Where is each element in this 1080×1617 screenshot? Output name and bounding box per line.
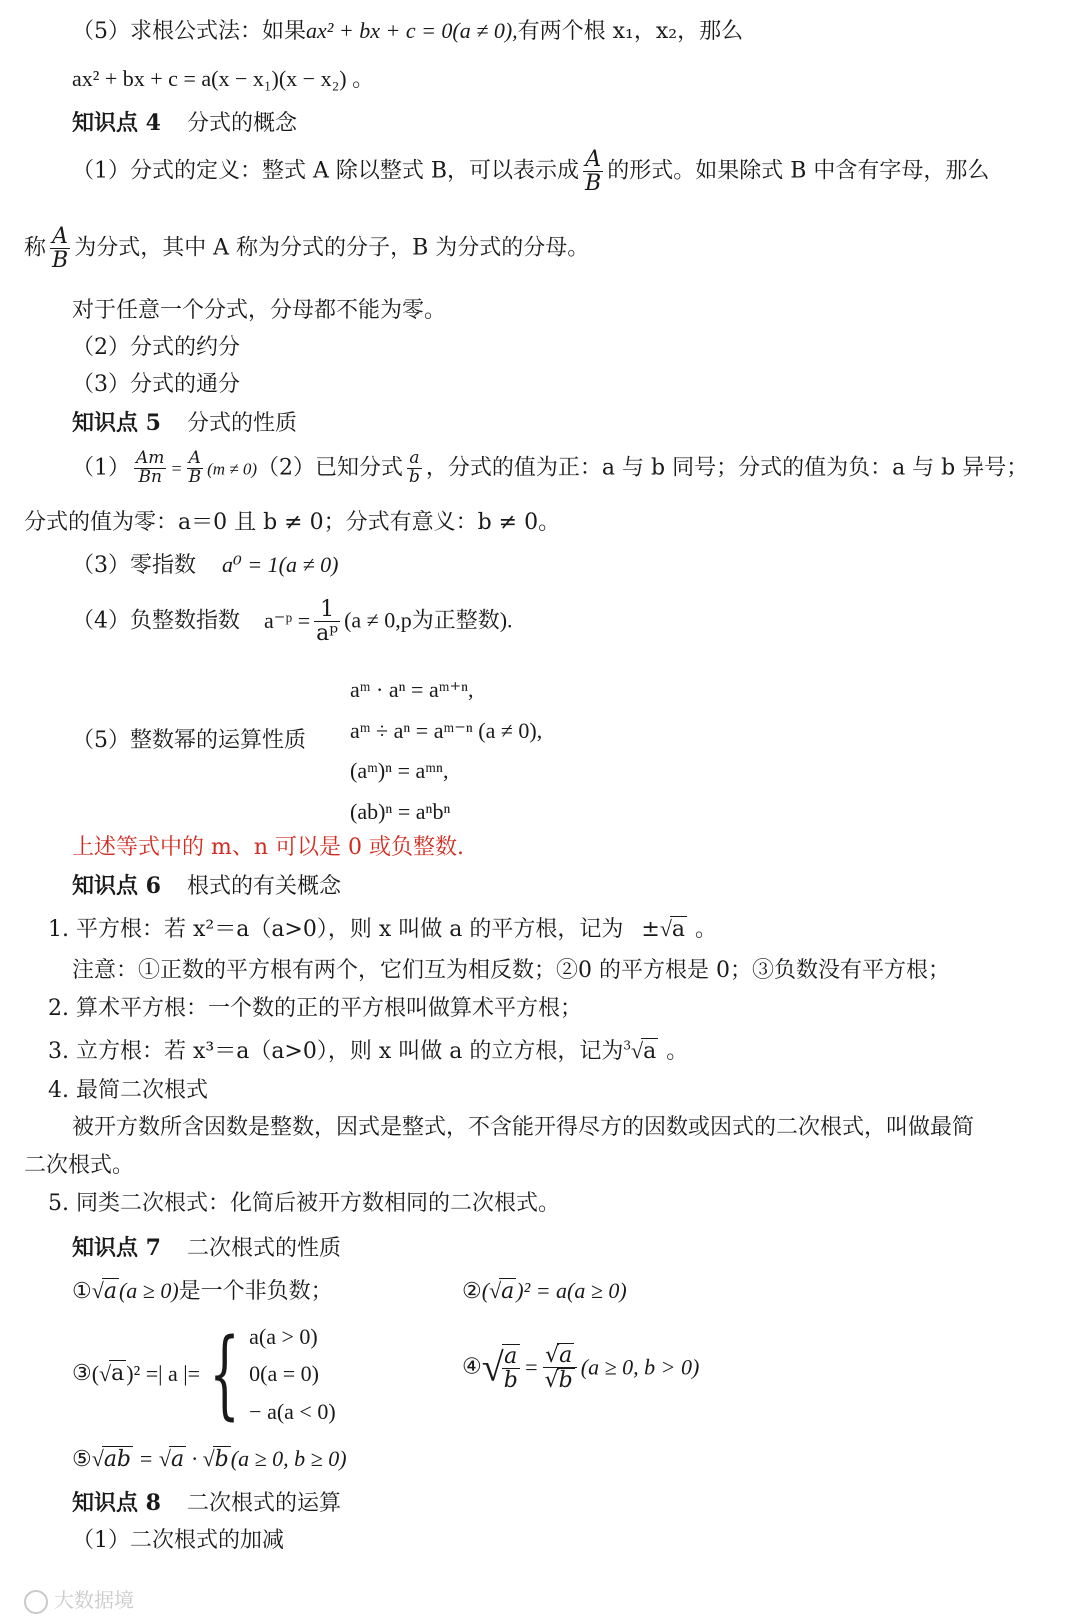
numerator: A xyxy=(583,148,603,172)
left-brace: { xyxy=(209,1318,240,1431)
denominator: B xyxy=(188,466,202,487)
circled-number: ④ xyxy=(462,1354,482,1380)
text: 上述等式中的 m、n 可以是 0 或负整数. xyxy=(72,835,464,860)
circled-number: ② xyxy=(462,1279,482,1304)
radicand: a xyxy=(559,1343,573,1368)
text: 二次根式。 xyxy=(24,1153,135,1178)
heading-title: 分式的概念 xyxy=(186,111,297,136)
fraction-a-over-b xyxy=(187,450,204,487)
line-fraction-called xyxy=(24,225,589,272)
heading-title: 根式的有关概念 xyxy=(186,874,341,899)
line-fraction-definition xyxy=(72,148,989,195)
property-3: ③(√a)² =| a |={ a(a > 0) 0(a = 0) − a(a < 0) xyxy=(72,1318,336,1431)
text: 5. 同类二次根式：化简后被开方数相同的二次根式。 xyxy=(48,1191,560,1216)
heading-label: 知识点 8 xyxy=(72,1490,161,1516)
radicand: b xyxy=(558,1368,573,1394)
text: 分式的值为零：a＝0 且 b ≠ 0；分式有意义：b ≠ 0。 xyxy=(24,510,561,535)
denominator: B xyxy=(585,171,602,197)
heading-point-6 xyxy=(72,873,341,900)
line-common-denominator xyxy=(72,372,240,398)
text: （1）分式的定义：整式 A 除以整式 B，可以表示成 xyxy=(72,158,580,184)
numerator: Am xyxy=(136,448,165,468)
radicand: a xyxy=(501,1279,515,1304)
radicand: a xyxy=(111,1361,125,1387)
circled-number: ③ xyxy=(72,1360,92,1386)
line-factor-formula xyxy=(72,66,374,93)
text: 4. 最简二次根式 xyxy=(48,1078,208,1103)
line-like-radicals xyxy=(48,1191,560,1217)
line-simplest-radical-desc-2 xyxy=(24,1153,134,1179)
radicand: a xyxy=(671,917,686,942)
text: 注意：①正数的平方根有两个，它们互为相反数；②0 的平方根是 0；③负数没有平方根； xyxy=(72,958,950,983)
power-rule: aᵐ ÷ aⁿ = aᵐ⁻ⁿ (a ≠ 0), xyxy=(350,717,543,743)
text: 是一个非负数； xyxy=(178,1279,333,1304)
heading-label: 知识点 7 xyxy=(72,1235,161,1261)
red-note xyxy=(72,835,464,861)
radicand: a xyxy=(643,1039,657,1064)
text: （2）已知分式 xyxy=(257,455,403,481)
text: 。 xyxy=(666,1039,689,1064)
text: 被开方数所含因数是整数，因式是整式，不含能开得尽方的因数或因式的二次根式，叫做最简 xyxy=(72,1115,975,1140)
numerator: 1 xyxy=(314,598,340,622)
denominator: Bn xyxy=(138,466,162,487)
text: 2. 算术平方根：一个数的正的平方根叫做算术平方根； xyxy=(48,996,582,1021)
numerator: a xyxy=(407,450,422,469)
heading-label: 知识点 6 xyxy=(72,873,161,899)
text: 称 xyxy=(24,235,47,261)
denominator: aᵖ xyxy=(316,621,339,647)
condition: (a ≥ 0) xyxy=(118,1278,179,1303)
plus-minus: ± xyxy=(641,917,660,942)
fraction-a-over-b xyxy=(583,148,603,195)
heading-label: 知识点 5 xyxy=(72,410,161,436)
numerator: A xyxy=(50,225,70,249)
line-denominator-nonzero xyxy=(72,298,446,324)
heading-title: 分式的性质 xyxy=(186,411,297,436)
heading-title: 二次根式的性质 xyxy=(186,1236,341,1261)
fraction-a-over-b-radical xyxy=(502,1344,520,1392)
condition: (a ≥ 0, b > 0) xyxy=(580,1354,700,1380)
text: 。 xyxy=(695,917,718,942)
property-1: ①√a(a ≥ 0)是一个非负数； xyxy=(72,1278,333,1304)
circled-number: ① xyxy=(72,1279,92,1304)
fraction-a-over-b-lower xyxy=(407,450,422,487)
power-rule: (ab)ⁿ = aⁿbⁿ xyxy=(350,799,451,825)
power-rule: (aᵐ)ⁿ = aᵐⁿ, xyxy=(350,758,449,784)
text: （1）二次根式的加减 xyxy=(72,1528,284,1553)
line-root-formula-method xyxy=(72,18,743,45)
text: （2）分式的约分 xyxy=(72,335,240,360)
case: a(a > 0) xyxy=(249,1324,318,1349)
condition: (m ≠ 0) xyxy=(207,459,257,479)
numerator: A xyxy=(187,450,204,469)
fraction-one-over-ap xyxy=(314,598,340,645)
text: 为分式，其中 A 称为分式的分子，B 为分式的分母。 xyxy=(74,235,590,261)
text: 1. 平方根：若 x²＝a（a>0），则 x 叫做 a 的平方根，记为 xyxy=(48,917,624,942)
heading-point-8 xyxy=(72,1490,341,1517)
text: （4）负整数指数 xyxy=(72,608,240,634)
radicand: a xyxy=(103,1279,117,1304)
line-simplest-radical xyxy=(48,1078,208,1104)
text: 对于任意一个分式，分母都不能为零。 xyxy=(72,298,447,323)
text: 有两个根 x₁，x₂，那么 xyxy=(517,19,744,44)
formula: ax² + bx + c = a(x − x₁)(x − x₂) 。 xyxy=(72,66,375,91)
power-rules xyxy=(350,670,542,833)
line-simplest-radical-desc xyxy=(72,1115,974,1141)
denominator: B xyxy=(52,248,69,274)
property-2: ②(√a)² = a(a ≥ 0) xyxy=(462,1278,627,1304)
condition: (a ≥ 0, b ≥ 0) xyxy=(230,1446,347,1471)
line-negative-exponent xyxy=(72,598,513,645)
text: （5）整数幂的运算性质 xyxy=(72,728,306,753)
formula: )² = a(a ≥ 0) xyxy=(516,1278,627,1303)
line-square-root: 1. 平方根：若 x²＝a（a>0），则 x 叫做 a 的平方根，记为 ±√a 。 xyxy=(48,916,718,942)
property-4: ④√ $\frac{a}{b}$ = $\frac{√a}{√b}$ (a ≥ 0, b > 0) xyxy=(462,1343,700,1394)
radicand: b xyxy=(214,1447,229,1472)
line-fraction-zero xyxy=(24,510,560,536)
heading-point-4 xyxy=(72,110,297,137)
heading-point-7 xyxy=(72,1235,341,1262)
denominator: b xyxy=(503,1367,518,1393)
denominator: b xyxy=(409,466,420,487)
line-power-rules-label xyxy=(72,728,306,754)
heading-point-5 xyxy=(72,410,297,437)
watermark xyxy=(24,1584,134,1614)
line-radical-addition xyxy=(72,1528,284,1554)
text: 3. 立方根：若 x³＝a（a>0），则 x 叫做 a 的立方根，记为 xyxy=(48,1039,624,1064)
property-5: ⑤√ab = √a · √b(a ≥ 0, b ≥ 0) xyxy=(72,1446,347,1472)
line-reduction xyxy=(72,335,240,361)
circled-number: ⑤ xyxy=(72,1447,92,1472)
formula: a⁰ = 1(a ≠ 0) xyxy=(222,552,339,577)
power-rule: aᵐ · aⁿ = aᵐ⁺ⁿ, xyxy=(350,677,474,702)
line-fraction-properties: （1） $\frac{Am}{Bn}$ = $\frac{A}{B}$ (m ≠ 0)（2）已知分式 $\frac{a}{b}$ ，分式的值为正：a 与 b 同号；分式的值为负：a 与 b 异号； xyxy=(72,448,1029,487)
watermark-text: 大数据境 xyxy=(54,1588,134,1612)
text: （1） xyxy=(72,455,130,481)
numerator: a xyxy=(502,1345,520,1369)
line-cube-root: 3. 立方根：若 x³＝a（a>0），则 x 叫做 a 的立方根，记为$^3$√a 。 xyxy=(48,1038,689,1064)
heading-label: 知识点 4 xyxy=(72,110,161,136)
text: ，分式的值为正：a 与 b 同号；分式的值为负：a 与 b 异号； xyxy=(425,455,1029,481)
formula: a⁻ᵖ = xyxy=(264,607,311,633)
heading-title: 二次根式的运算 xyxy=(186,1491,341,1516)
fraction-a-over-b xyxy=(50,225,70,272)
line-note xyxy=(72,958,950,984)
root-index: 3 xyxy=(623,1038,632,1053)
fraction-root-a-over-root-b: $\frac{√a}{√b}$ xyxy=(543,1343,577,1392)
formula: )² =| a |= xyxy=(126,1360,201,1386)
formula: (a ≠ 0,p为正整数). xyxy=(344,607,513,633)
piecewise-cases xyxy=(249,1318,336,1430)
formula: ax² + bx + c = 0(a ≠ 0), xyxy=(306,18,518,43)
text: （3）分式的通分 xyxy=(72,372,240,397)
line-zero-exponent xyxy=(72,552,338,579)
line-arithmetic-root xyxy=(48,996,582,1022)
case: − a(a < 0) xyxy=(249,1398,336,1424)
radicand: ab xyxy=(103,1447,132,1472)
text: （3）零指数 xyxy=(72,553,196,578)
case: 0(a = 0) xyxy=(249,1361,319,1387)
text: （5）求根公式法：如果 xyxy=(72,19,306,44)
radicand: a xyxy=(170,1447,185,1472)
watermark-logo-icon xyxy=(24,1590,48,1614)
fraction-am-over-bn xyxy=(134,450,166,487)
text: 的形式。如果除式 B 中含有字母，那么 xyxy=(607,158,990,184)
